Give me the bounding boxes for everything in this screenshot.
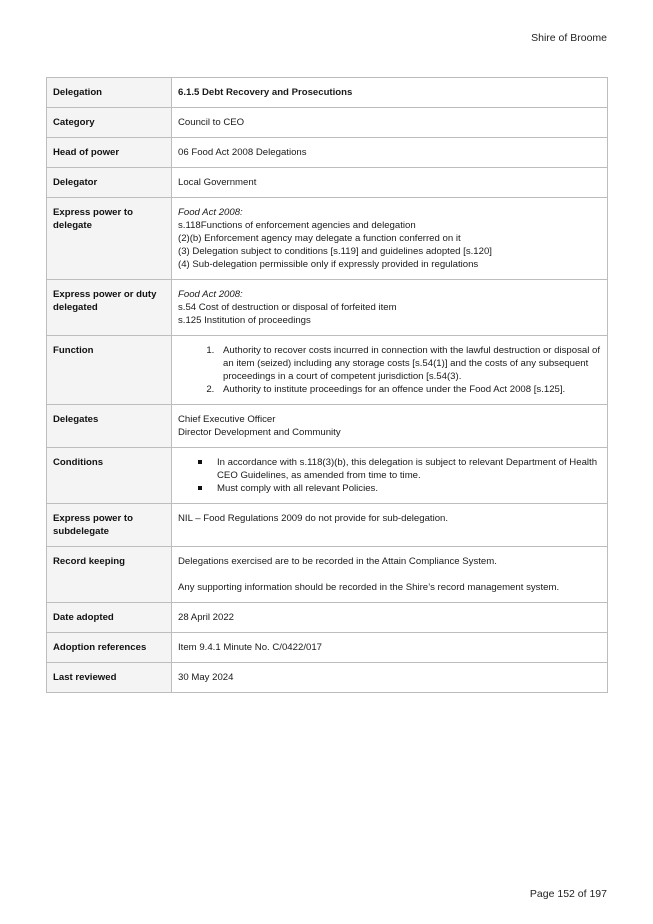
act-name: Food Act 2008: — [178, 289, 243, 300]
provision-line: s.125 Institution of proceedings — [178, 315, 311, 326]
row-function — [47, 336, 608, 405]
header-org-name: Shire of Broome — [531, 32, 607, 44]
delegates-value — [172, 405, 608, 448]
express-power-or-duty-delegated-value — [172, 280, 608, 336]
label-express-power-to-subdelegate: Express power to subdelegate — [47, 504, 172, 547]
delegator-value: Local Government — [172, 168, 608, 198]
act-name: Food Act 2008: — [178, 207, 243, 218]
function-item: 2. Authority to institute proceedings for an offence under the Food Act 2008 [s.125]. — [217, 383, 601, 396]
label-conditions: Conditions — [47, 448, 172, 504]
row-adoption-references — [47, 633, 608, 663]
delegate-name: Director Development and Community — [178, 427, 341, 438]
provision-line: (4) Sub-delegation permissible only if expressly provided in regulations — [178, 259, 479, 270]
conditions-value — [172, 448, 608, 504]
category-value: Council to CEO — [172, 108, 608, 138]
provision-line: (3) Delegation subject to conditions [s.119] and guidelines adopted [s.120] — [178, 246, 492, 257]
provision-line: s.54 Cost of destruction or disposal of forfeited item — [178, 302, 397, 313]
label-delegator: Delegator — [47, 168, 172, 198]
function-list — [178, 344, 601, 396]
condition-item: Must comply with all relevant Policies. — [217, 482, 601, 495]
delegation-title: 6.1.5 Debt Recovery and Prosecutions — [172, 78, 608, 108]
date-adopted-value: 28 April 2022 — [172, 603, 608, 633]
label-date-adopted: Date adopted — [47, 603, 172, 633]
row-express-power-to-subdelegate — [47, 504, 608, 547]
label-delegates: Delegates — [47, 405, 172, 448]
adoption-references-value: Item 9.4.1 Minute No. C/0422/017 — [172, 633, 608, 663]
record-keeping-value — [172, 547, 608, 603]
label-category: Category — [47, 108, 172, 138]
label-express-power-or-duty-delegated: Express power or duty delegated — [47, 280, 172, 336]
row-delegates — [47, 405, 608, 448]
label-adoption-references: Adoption references — [47, 633, 172, 663]
row-date-adopted — [47, 603, 608, 633]
label-express-power-to-delegate: Express power to delegate — [47, 198, 172, 280]
head-of-power-value: 06 Food Act 2008 Delegations — [172, 138, 608, 168]
label-record-keeping: Record keeping — [47, 547, 172, 603]
page-number: Page 152 of 197 — [529, 888, 607, 900]
subdelegate-value: NIL – Food Regulations 2009 do not provide for sub-delegation. — [172, 504, 608, 547]
label-head-of-power: Head of power — [47, 138, 172, 168]
delegate-name: Chief Executive Officer — [178, 414, 276, 425]
record-keeping-line: Delegations exercised are to be recorded in the Attain Compliance System. — [178, 556, 497, 567]
condition-item: In accordance with s.118(3)(b), this delegation is subject to relevant Department of Health CEO Guidelines, as amended from time to time. — [217, 456, 601, 482]
label-function: Function — [47, 336, 172, 405]
last-reviewed-value: 30 May 2024 — [172, 663, 608, 693]
row-express-power-to-delegate — [47, 198, 608, 280]
label-last-reviewed: Last reviewed — [47, 663, 172, 693]
label-delegation: Delegation — [47, 78, 172, 108]
function-value — [172, 336, 608, 405]
row-conditions — [47, 448, 608, 504]
function-item: 1. Authority to recover costs incurred in connection with the lawful destruction or disposal of an item (seized) including any storage costs [s.54(1)] and the costs of any subsequent proceedings in a court of competent jurisdiction [s.54(3). — [217, 344, 601, 383]
row-head-of-power — [47, 138, 608, 168]
record-keeping-line: Any supporting information should be recorded in the Shire’s record management system. — [178, 582, 560, 593]
row-category — [47, 108, 608, 138]
row-delegator — [47, 168, 608, 198]
delegation-table — [46, 77, 608, 693]
row-express-power-or-duty-delegated — [47, 280, 608, 336]
provision-line: (2)(b) Enforcement agency may delegate a function conferred on it — [178, 233, 461, 244]
row-record-keeping — [47, 547, 608, 603]
conditions-list — [178, 456, 601, 495]
express-power-to-delegate-value — [172, 198, 608, 280]
provision-line: s.118Functions of enforcement agencies and delegation — [178, 220, 416, 231]
row-delegation — [47, 78, 608, 108]
row-last-reviewed — [47, 663, 608, 693]
